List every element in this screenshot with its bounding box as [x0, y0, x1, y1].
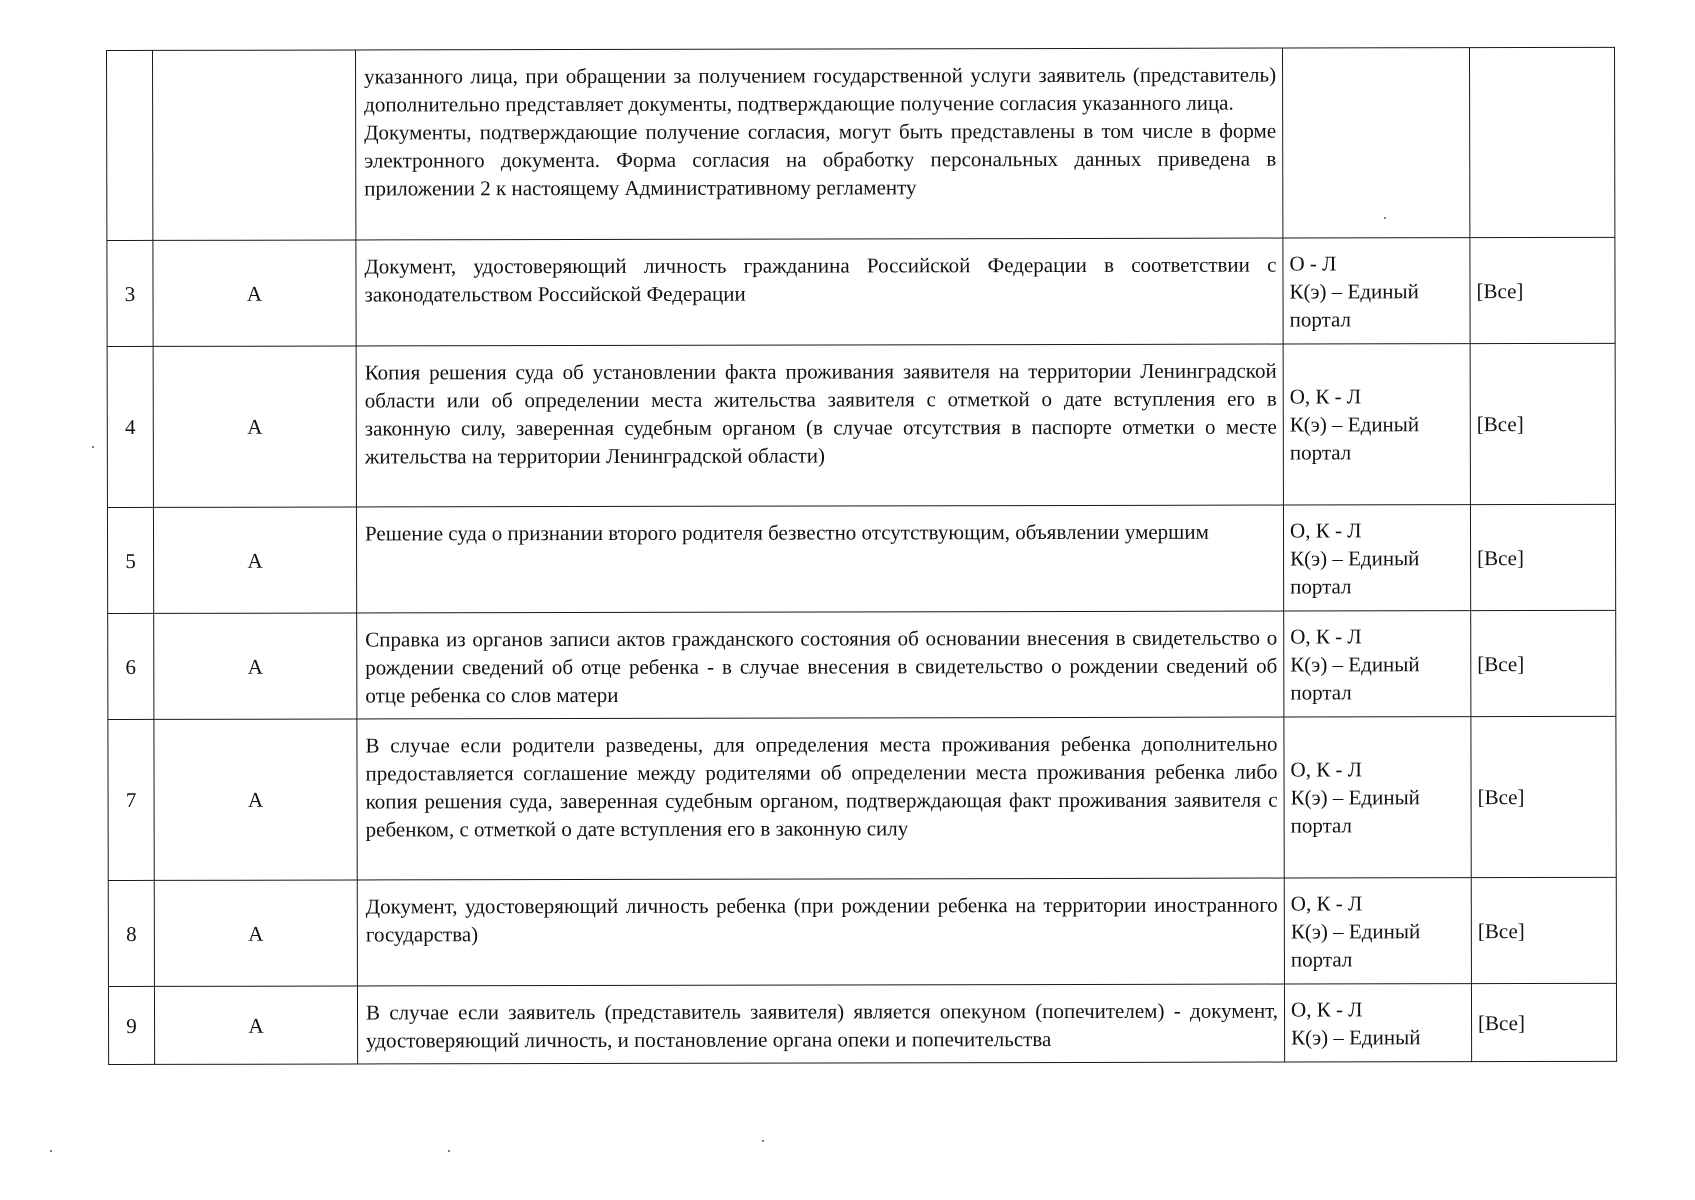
scan-speck — [92, 446, 94, 448]
submission-form-line: О - Л — [1289, 250, 1337, 276]
documents-table — [106, 47, 1617, 1065]
row-number-cell: 6 — [108, 613, 154, 719]
document-description-cell — [356, 238, 1283, 346]
document-description-paragraph: Документ, удостоверяющий личность гражданина Российской Федерации в соответствии с законодательством Российской Федерации — [364, 252, 1277, 307]
applicant-group-cell: [Все] — [1471, 983, 1616, 1061]
submission-form-line: К(э) – Единый портал — [1290, 651, 1420, 705]
document-description-paragraph: Документ, удостоверяющий личность ребенка (при рождении ребенка на территории иностранного государства) — [365, 892, 1278, 947]
table-row — [107, 47, 1615, 240]
submission-form-line: К(э) – Единый портал — [1289, 278, 1419, 332]
document-description-paragraph: указанного лица, при обращении за получением государственной услуги заявитель (представитель) дополнительно представляет документы, подтверждающие получение согласия указанного лица. — [364, 62, 1277, 117]
applicant-group-cell: [Все] — [1471, 610, 1616, 716]
table-row — [107, 343, 1615, 507]
row-number-cell: 7 — [108, 719, 154, 880]
applicant-group-cell: [Все] — [1470, 504, 1615, 610]
submission-form-cell — [1283, 238, 1470, 344]
submission-form-cell — [1283, 505, 1470, 611]
document-description-paragraph: В случае если заявитель (представитель заявителя) является опекуном (попечителем) - документ, удостоверяющий личность, и постановление органа опеки и попечительства — [365, 998, 1279, 1053]
row-number-cell: 4 — [107, 346, 153, 507]
row-category-cell: А — [154, 613, 357, 719]
row-category-cell: А — [154, 880, 357, 986]
submission-form-line: К(э) – Единый портал — [1290, 545, 1420, 599]
submission-form-line: К(э) – Единый — [1291, 1024, 1421, 1050]
scan-speck — [762, 1140, 764, 1142]
submission-form-cell — [1284, 717, 1471, 878]
document-description-cell — [357, 611, 1284, 719]
scan-speck — [448, 1150, 450, 1152]
document-description-cell — [356, 48, 1283, 240]
document-description-cell — [357, 717, 1284, 880]
row-category-cell: А — [154, 986, 357, 1064]
scan-speck — [1384, 217, 1386, 219]
document-description-paragraph: Справка из органов записи актов гражданского состояния об основании внесения в свидетельство о рождении сведений об отце ребенка - в случае внесения в свидетельство о рождении сведений об отце ребенка со слов матери — [365, 625, 1278, 708]
document-description-cell — [357, 984, 1284, 1064]
document-description-paragraph: Документы, подтверждающие получение согласия, могут быть представлены в том числе в форме электронного документа. Форма согласия на обработку персональных данных приведена в приложении 2 к настоящему Административному регламенту — [364, 118, 1277, 201]
document-description-paragraph: Решение суда о признании второго родителя безвестно отсутствующим, объявлении умершим — [364, 519, 1209, 546]
applicant-group-cell: [Все] — [1470, 343, 1615, 504]
submission-form-line: О, К - Л — [1290, 996, 1363, 1022]
submission-form-line: О, К - Л — [1289, 517, 1362, 543]
row-number-cell: 3 — [107, 240, 153, 346]
table-row — [108, 983, 1616, 1064]
table-row — [107, 237, 1615, 346]
row-number-cell: 8 — [108, 880, 154, 986]
applicant-group-cell: [Все] — [1471, 877, 1616, 983]
submission-form-line: К(э) – Единый портал — [1290, 918, 1421, 972]
submission-form-cell — [1284, 878, 1471, 984]
submission-form-line: О, К - Л — [1290, 623, 1362, 649]
submission-form-line: К(э) – Единый портал — [1289, 412, 1420, 465]
applicant-group-cell: [Все] — [1470, 237, 1615, 343]
row-category-cell: А — [153, 346, 356, 507]
document-description-cell — [356, 344, 1283, 507]
document-description-paragraph: Копия решения суда об установлении факта проживания заявителя на территории Ленинградской области или об определении места жительства заявителя с отметкой о дате вступления его в законную силу, заверенная судебным органом (в случае отсутствия в паспорте отметки о месте жительства на территории Ленинградской области) — [364, 358, 1277, 469]
submission-form-line: О, К - Л — [1289, 384, 1362, 409]
table-row — [108, 716, 1616, 880]
submission-form-line: О, К - Л — [1290, 757, 1362, 782]
row-category-cell: А — [153, 240, 356, 346]
submission-form-cell — [1282, 48, 1469, 238]
row-number-cell: 5 — [107, 507, 153, 613]
submission-form-line: К(э) – Единый портал — [1290, 785, 1420, 838]
row-category-cell: А — [153, 507, 356, 613]
submission-form-line: О, К - Л — [1290, 890, 1363, 916]
document-description-paragraph: В случае если родители разведены, для определения места проживания ребенка дополнительно предоставляется соглашение между родителями об определении места проживания ребенка либо копия решения суда, заверенная судебным органом, подтверждающая факт проживания заявителя с ребенком, с отметкой о дате вступления его в законную силу — [365, 731, 1278, 842]
table-row — [108, 610, 1616, 719]
row-category-cell: А — [154, 719, 357, 880]
row-category-cell — [153, 50, 356, 240]
applicant-group-cell — [1469, 47, 1614, 237]
submission-form-cell — [1284, 611, 1471, 717]
scan-speck — [50, 1150, 52, 1152]
applicant-group-cell: [Все] — [1471, 716, 1616, 877]
table-row — [108, 877, 1616, 986]
table-row — [107, 504, 1615, 613]
submission-form-cell — [1283, 344, 1470, 505]
document-description-cell — [357, 878, 1284, 986]
submission-form-cell — [1284, 984, 1471, 1062]
document-description-cell — [356, 505, 1283, 613]
row-number-cell — [107, 50, 153, 240]
row-number-cell: 9 — [108, 986, 154, 1064]
